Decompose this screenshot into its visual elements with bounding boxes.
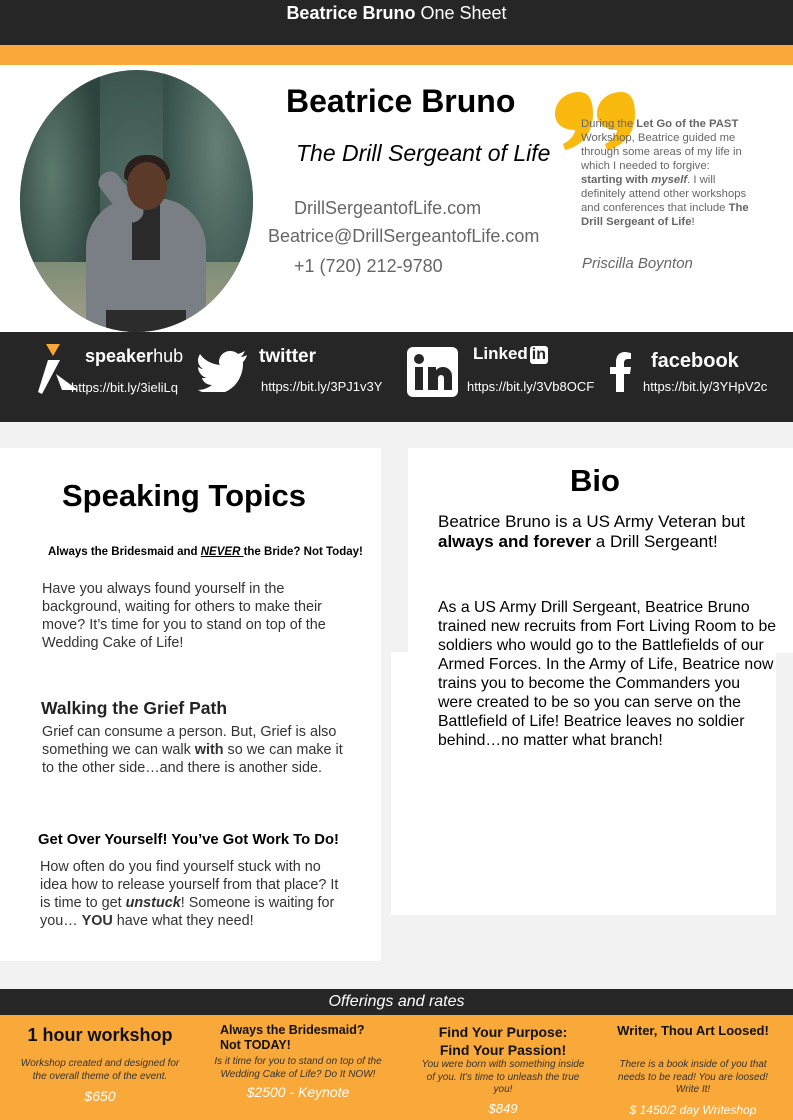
offering-4-title: Writer, Thou Art Loosed!: [617, 1023, 769, 1038]
facebook-f-icon: [610, 352, 632, 392]
profile-photo: [20, 70, 253, 332]
topic-2-title: Walking the Grief Path: [41, 698, 228, 718]
offering-4-price: $ 1450/2 day Writeshop: [629, 1102, 757, 1117]
bio-heading: Bio: [570, 463, 620, 498]
offerings-title: Offerings and rates: [328, 993, 465, 1010]
testimonial-text: During the Let Go of the PAST Workshop, Beatrice guided me through some areas of my life in which I needed to forgive: starting with myself. I will definitely attend other workshops and conferences that include The Drill Sergeant of Life!: [581, 118, 749, 228]
topic-2-text: Grief can consume a person. But, Grief is also something we can walk with so we can make it to the other side…and there is another side.: [42, 724, 343, 776]
offering-1: [14, 1024, 186, 1104]
bio-paragraph-1: Beatrice Bruno is a US Army Veteran but always and forever a Drill Sergeant!: [438, 512, 746, 551]
phone-number: +1 (720) 212-9780: [294, 256, 443, 276]
offering-1-title: 1 hour workshop: [27, 1025, 173, 1045]
topic-3-title: Get Over Yourself! You’ve Got Work To Do!: [38, 832, 339, 848]
offering-4-desc: There is a book inside of you that needs to be read! You are loosed! Write It!: [618, 1059, 768, 1095]
twitter-bird-icon: [198, 350, 248, 392]
topic-1-text: Have you always found yourself in the background, waiting for others to make their move? It’s time for you to stand on top of the Wedding Cake of Life!: [42, 581, 326, 651]
facebook-wordmark: facebook: [651, 350, 739, 372]
offering-3: [414, 1023, 592, 1116]
social-bar: [0, 332, 793, 422]
twitter-wordmark: twitter: [259, 346, 316, 367]
speakerhub-link[interactable]: https://bit.ly/3ieliLq: [71, 380, 178, 395]
offering-2-title: Always the Bridesmaid? Not TODAY!: [220, 1023, 365, 1052]
offering-2-price: $2500 - Keynote: [246, 1084, 350, 1100]
website-link[interactable]: DrillSergeantofLife.com: [294, 198, 482, 218]
topic-3-text: How often do you find yourself stuck with no idea how to release yourself from that place? It is time to get unstuck! Someone is waiting for you… YOU have what they need!: [40, 859, 339, 929]
email-link[interactable]: Beatrice@DrillSergeantofLife.com: [268, 226, 540, 246]
offering-1-price: $650: [84, 1088, 116, 1104]
speaker-tagline: The Drill Sergeant of Life: [296, 140, 551, 166]
linkedin-link[interactable]: https://bit.ly/3Vb8OCF: [467, 379, 595, 394]
facebook-link[interactable]: https://bit.ly/3YHpV2c: [643, 379, 768, 394]
speakerhub-wordmark: speakerhub: [85, 346, 184, 366]
speaking-topics-heading: Speaking Topics: [62, 478, 307, 513]
offering-3-price: $849: [488, 1100, 518, 1116]
bio-paragraph-2: As a US Army Drill Sergeant, Beatrice Bruno trained new recruits from Fort Living Room to be soldiers who would go to the Battlefields of our Armed Forces. In the Army of Life, Beatrice now trains you to become the Commanders you were created to be so you can serve on the Battlefield of Life! Beatrice leaves no soldier behind…no matter what branch!: [438, 599, 777, 749]
title-bar: [0, 0, 793, 45]
offering-4: [608, 1023, 778, 1117]
speaker-name: Beatrice Bruno: [286, 83, 516, 119]
linkedin-wordmark: Linked in: [473, 344, 547, 363]
twitter-link[interactable]: https://bit.ly/3PJ1v3Y: [261, 379, 383, 394]
testimonial-author: Priscilla Boynton: [582, 255, 693, 272]
offering-2-desc: Is it time for you to stand on top of the Wedding Cake of Life? Do It NOW!: [214, 1056, 382, 1080]
offering-3-title: Find Your Purpose: Find Your Passion!: [438, 1024, 568, 1058]
orange-divider: [0, 45, 793, 65]
topic-1-title: Always the Bridesmaid and NEVER the Bride? Not Today!: [48, 546, 363, 558]
offerings-panel: [0, 1015, 793, 1120]
page-title: Beatrice Bruno One Sheet: [286, 3, 507, 23]
offering-1-desc: Workshop created and designed for the overall theme of the event.: [20, 1058, 180, 1082]
linkedin-icon: [407, 347, 458, 397]
offering-3-desc: You were born with something inside of you. It’s time to unleash the true you!: [421, 1059, 585, 1095]
offering-2: [212, 1023, 384, 1100]
